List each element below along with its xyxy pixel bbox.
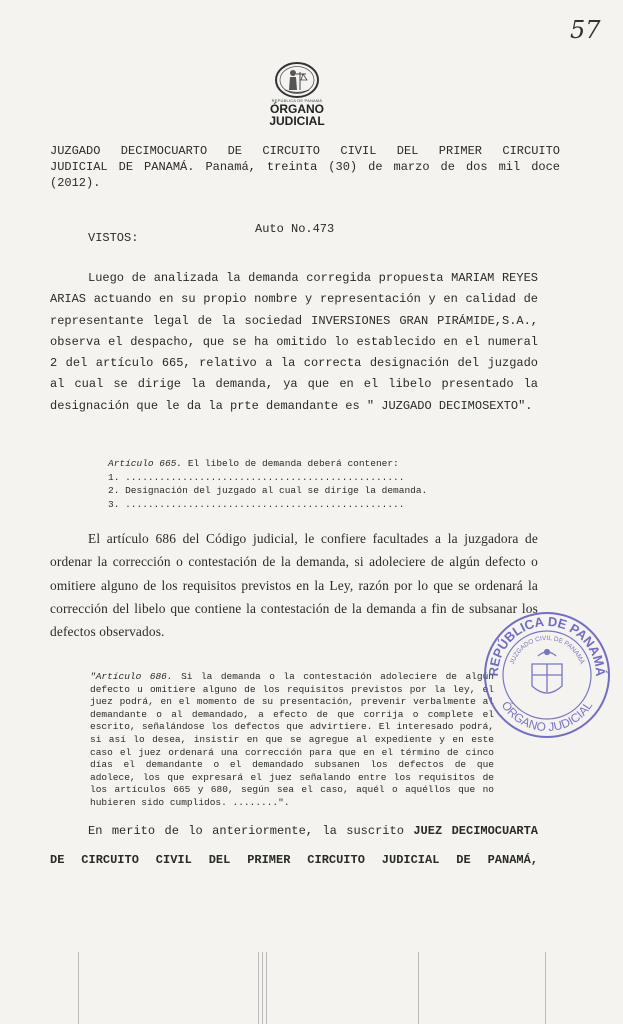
paragraph-3-bold: JUEZ DECIMOCUARTA — [413, 824, 539, 838]
seal-title-line1: ÓRGANO — [270, 102, 324, 116]
paragraph-4: DE CIRCUITO CIVIL DEL PRIMER CIRCUITO JUDICIAL DE PANAMÁ, — [50, 853, 538, 867]
scan-edge-mark — [78, 952, 79, 1024]
article-665-item-1: 1. ................................................. — [108, 471, 405, 483]
article-686-quote — [90, 671, 494, 810]
document-header — [50, 143, 560, 191]
justice-emblem-icon — [274, 60, 320, 98]
scan-edge-mark — [545, 952, 546, 1024]
paragraph-2 — [50, 527, 538, 643]
stamp-inner-text: JUZGADO CIVIL DE PANAMÁ — [508, 634, 586, 666]
paragraph-3 — [88, 824, 538, 838]
coat-of-arms-icon — [532, 650, 562, 694]
seal-title-line2: JUDICIAL — [269, 114, 325, 128]
scan-edge-mark — [418, 952, 419, 1024]
article-686-heading: "Artículo 686. — [90, 671, 173, 682]
scan-edge-mark — [258, 952, 259, 1024]
page-number: 57 — [570, 16, 601, 44]
scan-edge-mark — [266, 952, 267, 1024]
organo-judicial-logo — [263, 60, 331, 127]
header-line2: JUDICIAL DE PANAMÁ. Panamá, treinta (30) de marzo de dos mil doce — [50, 160, 560, 174]
article-665-item-3: 3. ................................................. — [108, 498, 405, 510]
stamp-top-text: REPÚBLICA DE PANAMÁ — [485, 613, 609, 677]
paragraph-2-text: El artículo 686 del Código judicial, le confiere facultades a la juzgadora de ordenar la corrección o contestación de la demanda, si adoleciere de algún defecto o omitiere alguno de los requisitos previstos en la Ley, razón por lo que se ordenará la corrección del libelo que contiene la contestación de la demanda a fin de subsanar los defectos observados. — [50, 531, 538, 640]
paragraph-1-text: Luego de analizada la demanda corregida propuesta MARIAM REYES ARIAS actuando en su propio nombre y representación y en calidad de representante legal de la sociedad INVERSIONES GRAN PIRÁMIDE,S.A., observa el despacho, que se ha omitido lo establecido en el numeral 2 del artículo 665, relativo a la correcta designación del juzgado al cual se dirige la demanda, ya que en el libelo presentado la designación que le da la prte demandante es " JUZGADO DECIMOSEXTO". — [50, 271, 538, 413]
article-665-item-2: 2. Designación del juzgado al cual se dirige la demanda. — [108, 485, 428, 496]
stamp-bottom-text: ÓRGANO JUDICIAL — [498, 698, 596, 735]
paragraph-1 — [50, 268, 538, 417]
paragraph-3-text: En merito de lo anteriormente, la suscrito — [88, 824, 414, 838]
auto-number: Auto No.473 — [255, 222, 335, 236]
svg-text:ÓRGANO JUDICIAL — [499, 698, 596, 734]
article-665-heading: Artículo 665. El libelo de demanda deberá contener: — [108, 458, 399, 469]
header-line3: (2012). — [50, 176, 101, 190]
vistos-heading: VISTOS: — [88, 231, 139, 245]
article-665-excerpt — [108, 457, 468, 511]
court-stamp — [480, 608, 615, 743]
article-686-body: Si la demanda o la contestación adoleciere de algún defecto u omitiere alguno de los requisitos previstos por la ley, el juez podrá, en el momento de su presentación, prevenir verbalmente al demandante o al demandado, a efecto de que corrija o complete el escrito, señalándose los defectos que advirtiere. El interesado podrá, si así lo desea, insistir en que se agregue al expediente y en este caso el juez ordenará una corrección para que en el término de cinco días el demandante o el demandado subsanen los defectos de que adolece, los que expresará el juez señalando entre los requisitos de los artículos 665 y 680, según sea el caso, aquél o aquéllos que no hubieren sido cumplidos. ........". — [90, 671, 494, 808]
seal-caption: REPÚBLICA DE PANAMÁ — [271, 98, 323, 103]
scan-edge-mark — [262, 952, 263, 1024]
header-line1: JUZGADO DECIMOCUARTO DE CIRCUITO CIVIL DEL PRIMER CIRCUITO — [50, 144, 560, 158]
